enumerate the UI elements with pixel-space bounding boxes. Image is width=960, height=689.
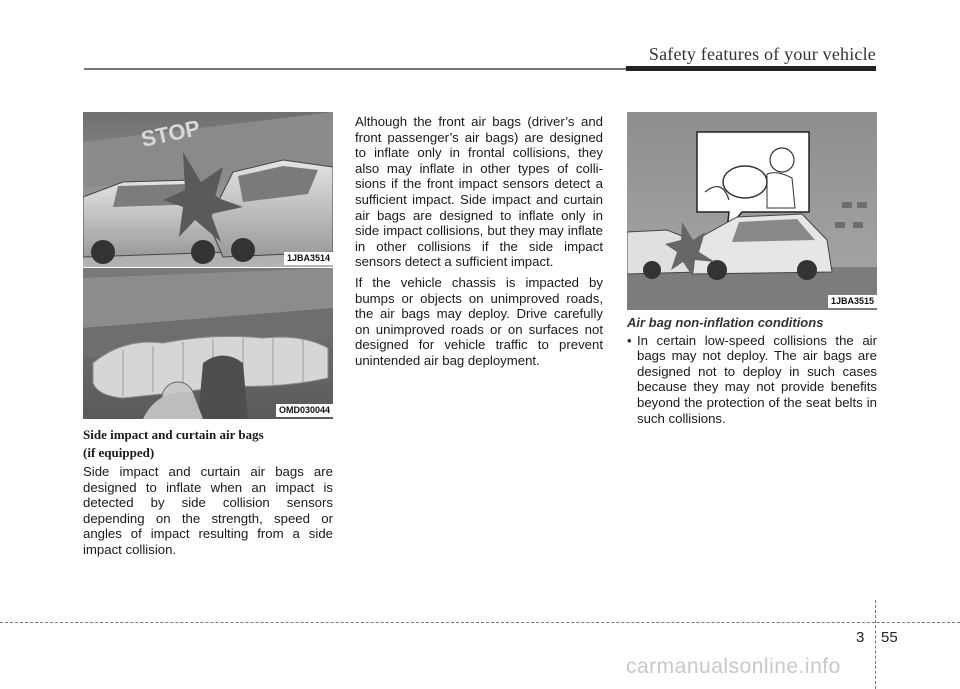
section-number: 3 (856, 629, 865, 646)
watermark-text: carmanualsonline.info (626, 655, 841, 678)
figure-label: 1JBA3515 (828, 295, 877, 308)
subsection-heading: Air bag non-inflation conditions (627, 315, 824, 330)
road-stop-text: STOP (138, 115, 203, 152)
body-paragraph: Side impact and curtain air bags are designed to inflate when an impact is detected by side collision sensors depending on the strength, speed or angles of impact resulting from a side impact collision. (83, 464, 333, 557)
footer-rule (0, 622, 960, 623)
section-header-title: Safety features of your vehicle (648, 44, 876, 64)
bullet-icon: • (627, 332, 632, 348)
bullet-text: In certain low-speed collisions the air bags may not deploy. The air bags are designed not to deploy in such cases because they may not provide benefits beyond the protection of the seat belts in such collisions. (637, 332, 877, 426)
body-paragraph: Although the front air bags (driver’s and front passenger’s air bags) are designed to inflate only in frontal collisions, they also may inflate in other types of colli-sions if the front impact sensors detect a sufficient impact. Side impact and curtain air bags are designed to inflate only in side impact collisions, but they may inflate in other collisions if the side impact sensors detect a sufficient impact. (355, 114, 603, 270)
page-number-divider (875, 600, 876, 689)
right-column (627, 315, 877, 431)
curtain-airbag-illustration (83, 268, 333, 419)
left-column (83, 426, 333, 563)
figure-curtain-airbag (83, 268, 333, 419)
low-speed-collision-illustration (627, 112, 877, 310)
middle-column (355, 114, 603, 374)
figure-low-speed-collision (627, 112, 877, 310)
section-heading: Side impact and curtain air bags (83, 427, 264, 442)
header-rule-accent (626, 66, 876, 71)
bullet-item (627, 333, 877, 432)
figure-label: OMD030044 (276, 404, 333, 417)
side-impact-illustration (83, 112, 333, 267)
figure-side-impact (83, 112, 333, 267)
section-heading-note: (if equipped) (83, 445, 155, 460)
body-paragraph: If the vehicle chassis is impacted by bumps or objects on unimproved roads, the air bags may deploy. Drive carefully on unimproved roads or on surfaces not designed for vehicle traffic to prevent unintended air bag deployment. (355, 274, 603, 368)
figure-label: 1JBA3514 (284, 252, 333, 265)
page-number: 55 (881, 629, 898, 646)
